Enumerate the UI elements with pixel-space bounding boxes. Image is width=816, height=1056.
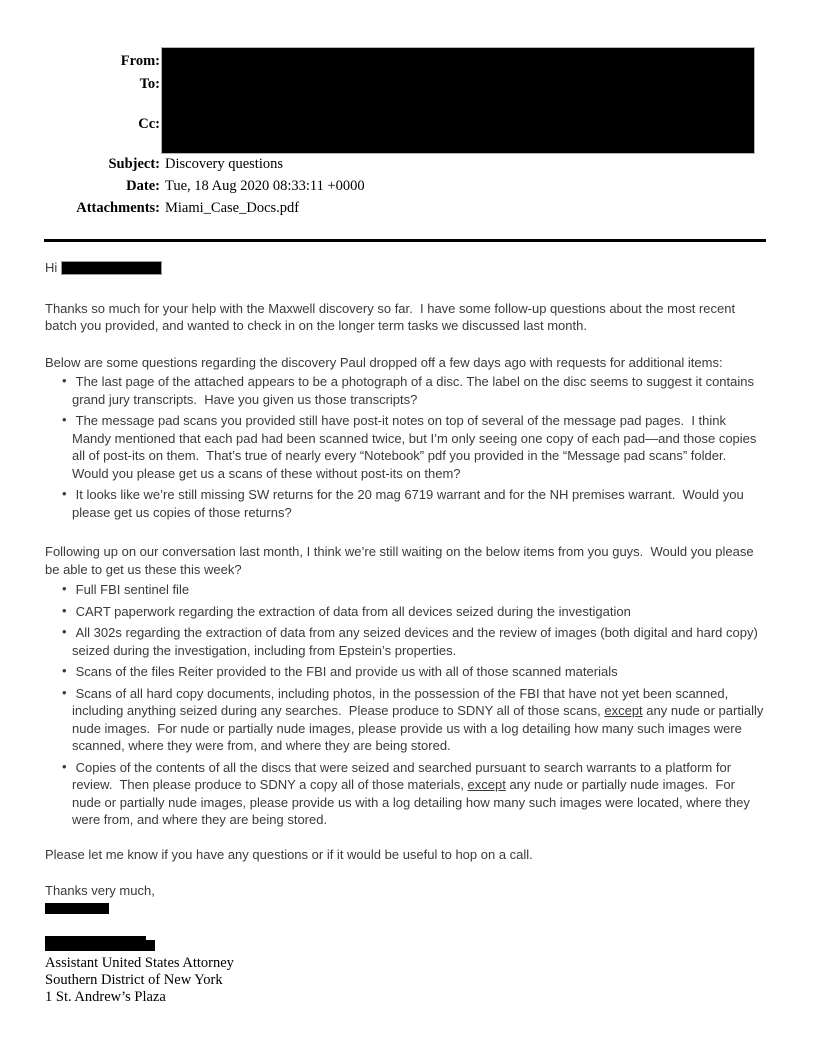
signature-block	[45, 955, 767, 1006]
signature-name-redaction-box-notch	[146, 940, 155, 951]
bullet-icon: •	[62, 602, 67, 618]
signature-address: 1 St. Andrew’s Plaza	[45, 988, 166, 1005]
header-divider	[44, 239, 766, 242]
signature-name-redaction	[45, 936, 767, 951]
closing-line: Thanks very much,	[45, 883, 155, 898]
date-value: Tue, 18 Aug 2020 08:33:11 +0000	[165, 178, 365, 194]
greeting-line	[45, 259, 767, 277]
bullet-icon: •	[62, 581, 67, 596]
subject-value: Discovery questions	[165, 156, 283, 172]
list-item	[45, 663, 767, 681]
header-row-subject	[0, 156, 816, 175]
list-item-text: Copies of the contents of all the discs that were seized and searched pursuant to search warrants to a platform for review. Then please produce to SDNY a copy all of those materials, except any nude or partially nude images. For nude or partially nude images, please provide us with a log detailing how many such images were located, where they were from, and where they are being stored.	[72, 759, 754, 827]
list-item	[45, 486, 767, 521]
list-item	[45, 603, 767, 621]
discovery-questions-list	[45, 373, 767, 521]
list-item-text: CART paperwork regarding the extraction of data from all devices seized during the investigation	[72, 603, 631, 619]
list-item	[45, 581, 767, 599]
header-row-attachments	[0, 200, 816, 219]
paragraph-list1-intro: Below are some questions regarding the discovery Paul dropped off a few days ago with requests for additional items:	[45, 354, 723, 370]
list-item	[45, 685, 767, 755]
list-item-text: The message pad scans you provided still have post-it notes on top of several of the message pad pages. I think Mandy mentioned that each pad had been scanned twice, but I’m only seeing one copy of each pad—and those copies all of post-its on them. That’s true of nearly every “Notebook” pdf you provided in the “Message pad scans” folder. Would you please get us a scans of these without post-its on them?	[72, 413, 761, 481]
bullet-icon: •	[62, 373, 67, 388]
date-label: Date:	[126, 178, 160, 194]
signature-title: Assistant United States Attorney	[45, 954, 234, 971]
bullet-icon: •	[62, 684, 67, 700]
recipients-redaction-box	[161, 47, 755, 154]
attachments-label: Attachments:	[76, 200, 160, 216]
greeting-redaction-box	[61, 261, 162, 275]
from-label: From:	[120, 53, 160, 69]
paragraph-list2-intro: Following up on our conversation last month, I think we’re still waiting on the below items from you guys. Would you please be able to get us these this week?	[45, 544, 758, 577]
list-item-text: All 302s regarding the extraction of data from any seized devices and the review of images (both digital and hard copy) seized during the investigation, including from Epstein’s properties.	[72, 625, 762, 658]
greeting-text: Hi	[45, 260, 58, 275]
attachments-value: Miami_Case_Docs.pdf	[165, 200, 300, 216]
to-label: To:	[139, 76, 160, 92]
bullet-icon: •	[62, 412, 67, 427]
subject-label: Subject:	[108, 156, 160, 172]
list-item	[45, 373, 767, 408]
bullet-icon: •	[62, 663, 67, 678]
list-item-text: Full FBI sentinel file	[72, 582, 190, 597]
signature-name-redaction-box	[45, 936, 146, 951]
bullet-icon: •	[62, 758, 67, 774]
cc-label: Cc:	[138, 116, 160, 132]
header-row-date	[0, 178, 816, 197]
outstanding-items-list	[45, 581, 767, 829]
email-body	[45, 259, 767, 1006]
paragraph-thanks: Thanks so much for your help with the Maxwell discovery so far. I have some follow-up questions about the most recent batch you provided, and wanted to check in on the longer term tasks we discussed last month.	[45, 300, 739, 333]
list-item-text: It looks like we’re still missing SW returns for the 20 mag 6719 warrant and for the NH premises warrant. Would you please get us copies of those returns?	[72, 487, 748, 520]
signature-org: Southern District of New York	[45, 971, 223, 988]
list-item	[45, 624, 767, 659]
list-item-text: The last page of the attached appears to be a photograph of a disc. The label on the disc seems to suggest it contains grand jury transcripts. Have you given us those transcripts?	[72, 374, 758, 407]
bullet-icon: •	[62, 486, 67, 501]
list-item-text: Scans of all hard copy documents, including photos, in the possession of the FBI that have not yet been scanned, including anything seized during any searches. Please produce to SDNY all of those scans, except any nude or partially nude images. For nude or partially nude images, please provide us with a log detailing how many such images were scanned, where they were from, and where they are being stored.	[72, 685, 767, 753]
bullet-icon: •	[62, 624, 67, 639]
list-item-text: Scans of the files Reiter provided to the FBI and provide us with all of those scanned materials	[72, 664, 618, 679]
paragraph-call-offer: Please let me know if you have any questions or if it would be useful to hop on a call.	[45, 846, 533, 862]
list-item	[45, 412, 767, 482]
sender-name-redaction-box	[45, 903, 109, 914]
list-item	[45, 759, 767, 829]
